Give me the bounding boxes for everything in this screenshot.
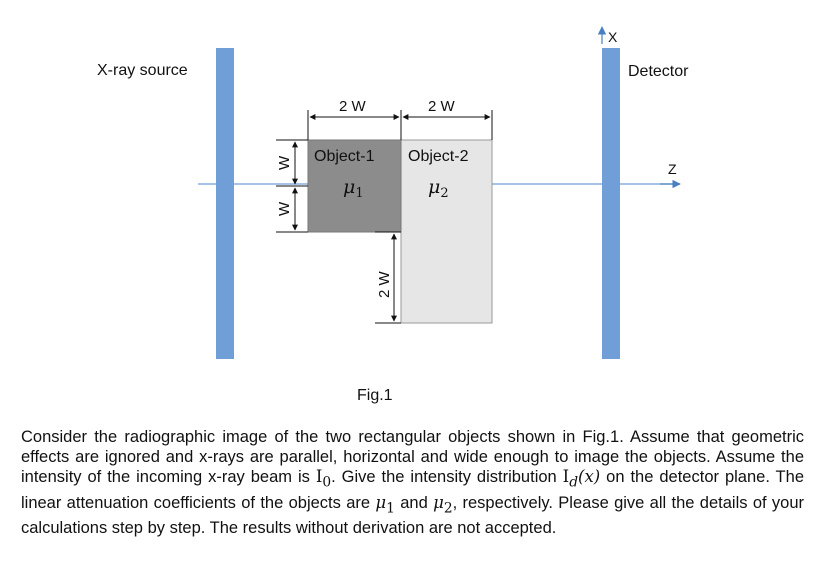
x-axis-label: X (608, 29, 618, 45)
xray-source-label: X-ray source (97, 62, 188, 79)
question-part-2: . Give the intensity distribution (331, 468, 563, 486)
mu2-inline: $\mu_2$ (433, 492, 453, 517)
question-part-4: and (394, 493, 434, 512)
z-axis-label: Z (668, 161, 677, 177)
dim-left-upper-label: W (276, 155, 293, 170)
object-2-label: Object-2 (408, 148, 469, 165)
i0-symbol: $I_0$ (315, 467, 332, 491)
question-part-3: on the detector plane. The linear attenuation coefficients of the objects are (21, 468, 804, 512)
question-text (21, 428, 804, 538)
dim-top-right-label: 2 W (428, 98, 455, 115)
xray-source-panel (216, 48, 234, 359)
id-symbol: $I_d(x)$ (562, 467, 601, 491)
dim-top-left-label: 2 W (339, 98, 366, 115)
question-part-1: Consider the radiographic image of the two rectangular objects shown in Fig.1. Assume that geometric effects are ignored and x-rays are parallel, horizontal and wide enough to image the objects. Assume the intensity of the incoming x-ray beam is (21, 428, 804, 486)
question-part-5: , respectively. Please give all the details of your calculations step by step. The results without derivation are not accepted. (21, 493, 805, 537)
mu1-symbol: $\mu_1$ (343, 176, 364, 201)
object-1-label: Object-1 (314, 148, 375, 165)
figure-caption: Fig.1 (357, 387, 393, 404)
dim-vert-label: 2 W (376, 271, 393, 298)
detector-label: Detector (628, 63, 689, 80)
mu2-symbol: $\mu_2$ (428, 176, 449, 201)
detector-panel (602, 48, 620, 359)
mu1-inline: $\mu_1$ (375, 492, 395, 517)
dim-left-lower-label: W (276, 201, 293, 216)
object-2 (401, 140, 492, 323)
